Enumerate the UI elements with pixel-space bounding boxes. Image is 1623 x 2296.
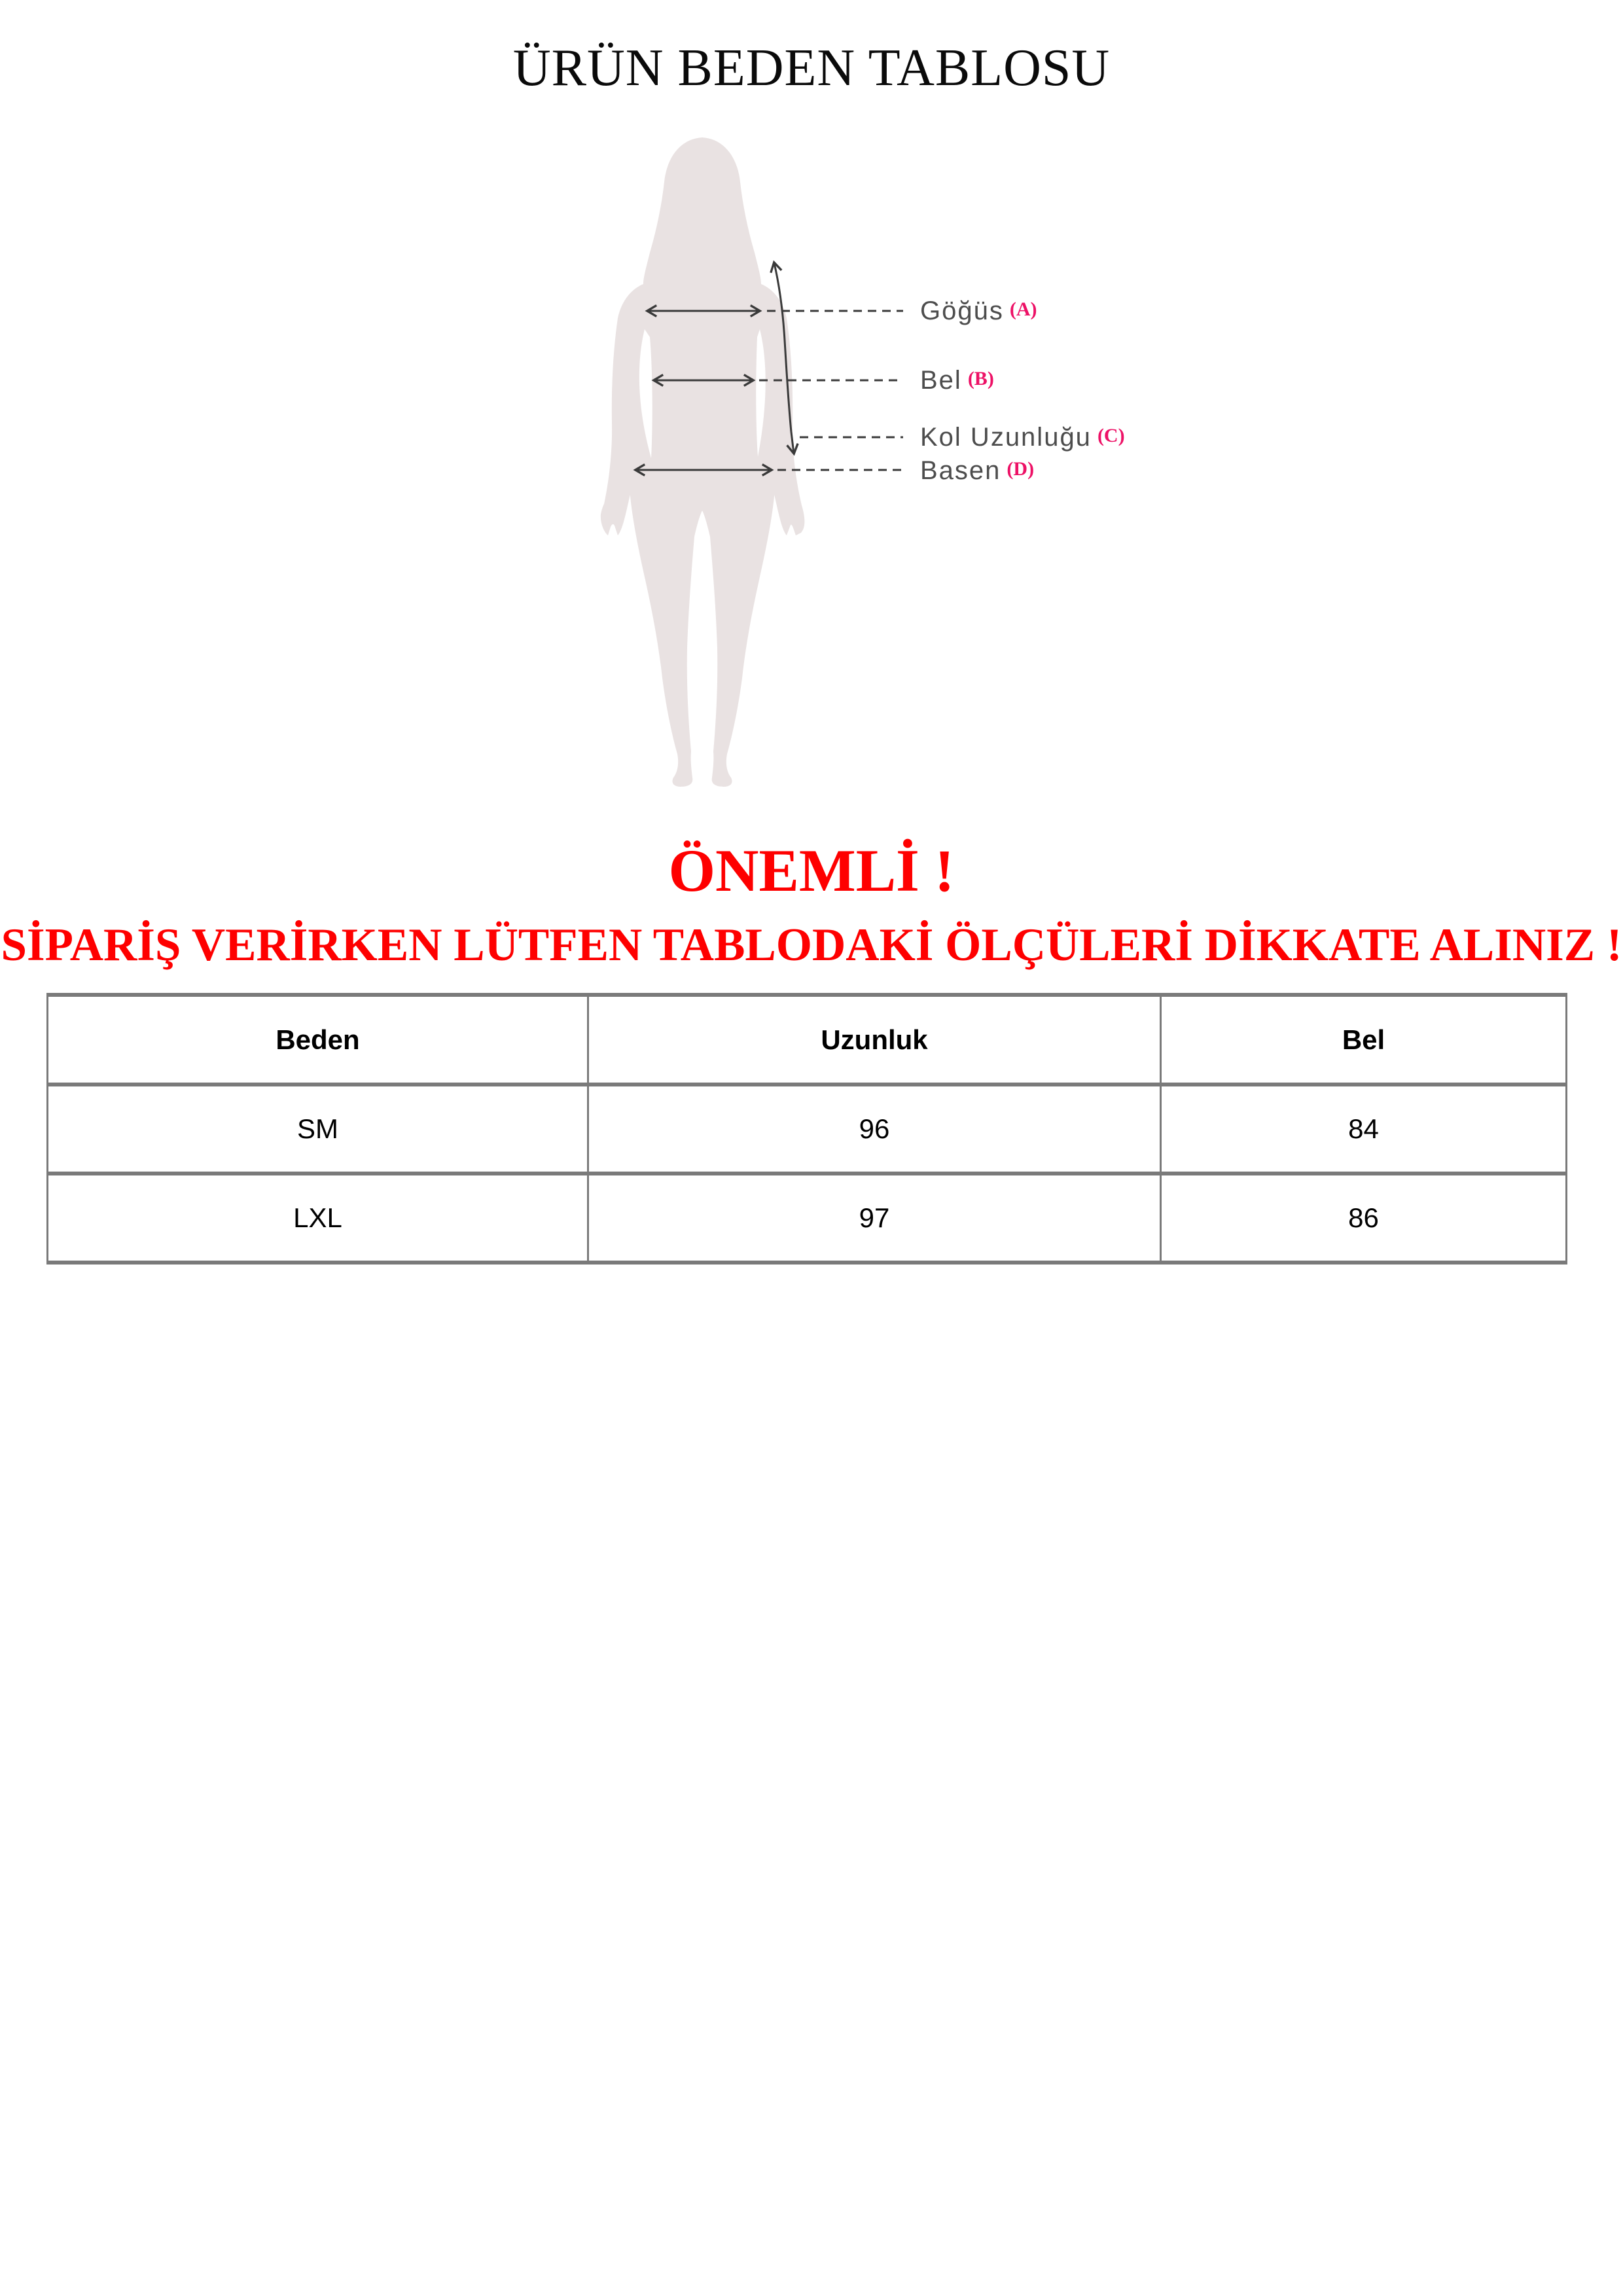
- size-table-header-uzunluk: Uzunluk: [588, 995, 1161, 1085]
- size-table: [46, 993, 1567, 1265]
- length-cell: 96: [588, 1085, 1161, 1174]
- page-title: ÜRÜN BEDEN TABLOSU: [512, 39, 1111, 97]
- measurement-code: (D): [1007, 458, 1035, 480]
- important-subheading: SİPARİŞ VERİRKEN LÜTFEN TABLODAKİ ÖLÇÜLERİ DİKKATE ALINIZ !: [1, 920, 1622, 971]
- measurement-label-chest: [920, 295, 1037, 329]
- measurement-label-text: Basen: [920, 456, 1001, 485]
- measurement-code: (C): [1097, 425, 1125, 446]
- length-cell: 97: [588, 1174, 1161, 1263]
- waist-cell: 84: [1161, 1085, 1567, 1174]
- waist-cell: 86: [1161, 1174, 1567, 1263]
- measurement-code: (A): [1009, 298, 1037, 320]
- size-table-header-row: [48, 995, 1567, 1085]
- measurement-label-hip: [920, 455, 1034, 489]
- size-table-header-beden: Beden: [48, 995, 588, 1085]
- measurement-label-text: Kol Uzunluğu: [920, 423, 1092, 452]
- female-silhouette-image: [601, 137, 805, 787]
- important-heading: ÖNEMLİ !: [668, 837, 955, 904]
- size-cell: SM: [48, 1085, 588, 1174]
- table-row: [48, 1085, 1567, 1174]
- body-measurement-diagram: [0, 0, 1623, 818]
- table-row: [48, 1174, 1567, 1263]
- measurement-label-text: Bel: [920, 366, 962, 395]
- measurement-label-text: Göğüs: [920, 296, 1004, 325]
- measurement-label-arm-length: [920, 422, 1125, 456]
- size-table-header-bel: Bel: [1161, 995, 1567, 1085]
- measurement-label-waist: [920, 365, 994, 399]
- measurement-code: (B): [967, 368, 994, 389]
- size-cell: LXL: [48, 1174, 588, 1263]
